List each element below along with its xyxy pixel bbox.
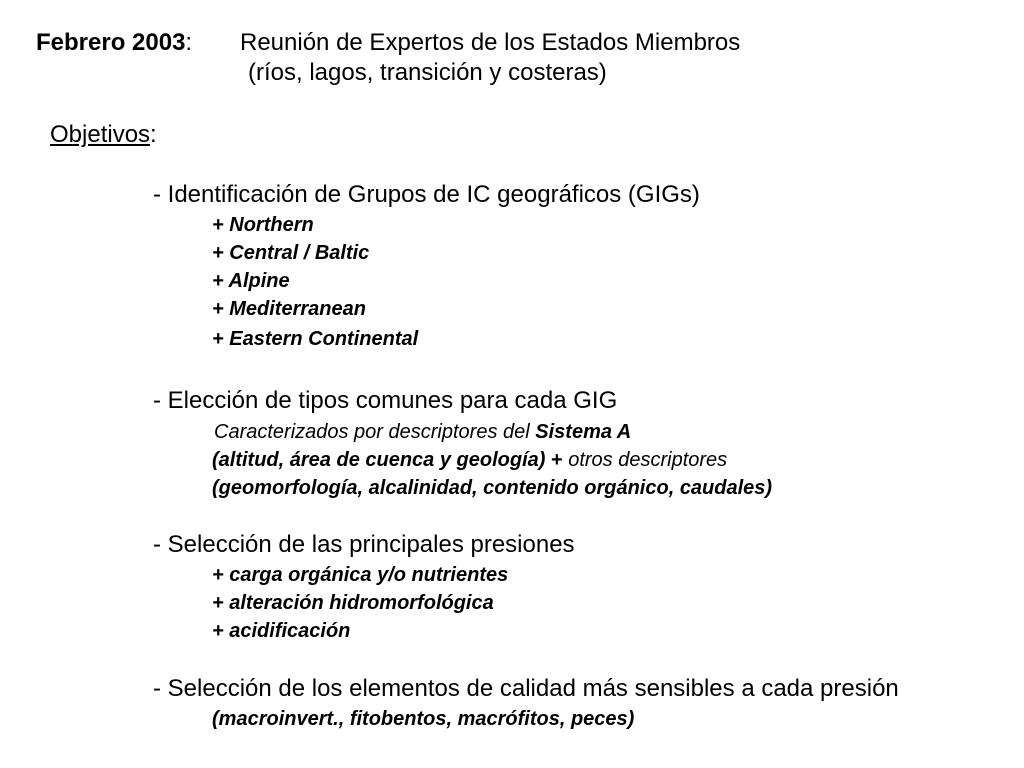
section2-line3: (geomorfología, alcalinidad, contenido orgánico, caudales) bbox=[212, 477, 773, 499]
meeting-title: Reunión de Expertos de los Estados Miembros bbox=[240, 29, 741, 56]
meeting-subtitle: (ríos, lagos, transición y costeras) bbox=[248, 59, 607, 86]
objectives-colon: : bbox=[150, 121, 157, 148]
date-label: Febrero 2003 bbox=[36, 29, 186, 56]
gig-item: + Alpine bbox=[212, 270, 290, 292]
gig-item: + Northern bbox=[212, 214, 314, 236]
gig-item: + Central / Baltic bbox=[212, 242, 370, 264]
section4-heading: - Selección de los elementos de calidad más sensibles a cada presión bbox=[153, 675, 899, 702]
gig-item: + Eastern Continental bbox=[212, 328, 419, 350]
section2-line1: Caracterizados por descriptores del Sistema A bbox=[214, 421, 632, 443]
section1-heading: - Identificación de Grupos de IC geográficos (GIGs) bbox=[153, 181, 700, 208]
section3-heading: - Selección de las principales presiones bbox=[153, 531, 575, 558]
header-date bbox=[36, 31, 192, 55]
section2-heading: - Elección de tipos comunes para cada GIG bbox=[153, 387, 618, 414]
pressure-item: + acidificación bbox=[212, 620, 351, 642]
section4-detail: (macroinvert., fitobentos, macrófitos, peces) bbox=[212, 708, 635, 730]
pressure-item: + alteración hidromorfológica bbox=[212, 592, 494, 614]
date-colon: : bbox=[185, 29, 193, 56]
pressure-item: + carga orgánica y/o nutrientes bbox=[212, 564, 509, 586]
objectives-label: Objetivos bbox=[50, 121, 151, 148]
gig-item: + Mediterranean bbox=[212, 298, 366, 320]
objectives-heading bbox=[50, 123, 157, 147]
section2-line2: (altitud, área de cuenca y geología) + otros descriptores bbox=[212, 449, 728, 471]
